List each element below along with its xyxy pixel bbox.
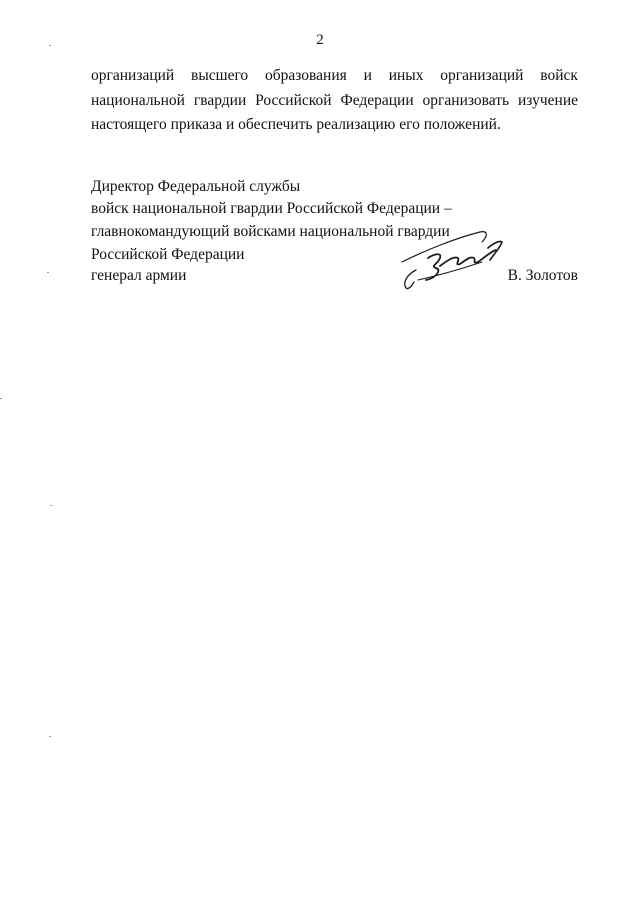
signatory-name: В. Золотов bbox=[507, 267, 578, 284]
scan-artifact bbox=[49, 736, 51, 737]
body-word: войск bbox=[540, 67, 578, 84]
signature-title-line-2: войск национальной гвардии Российской Федерации – bbox=[91, 200, 452, 217]
body-word: образования bbox=[265, 67, 347, 84]
body-word: и bbox=[363, 67, 372, 84]
signature-title-line-4: Российской Федерации bbox=[91, 246, 245, 263]
body-word: высшего bbox=[191, 67, 249, 84]
scan-artifact bbox=[50, 505, 52, 506]
body-word: организаций bbox=[91, 67, 175, 84]
scan-artifact bbox=[49, 45, 51, 46]
body-word: организаций bbox=[440, 67, 524, 84]
signature-title-line-1: Директор Федеральной службы bbox=[91, 178, 301, 195]
body-line-1 bbox=[91, 66, 578, 86]
scan-artifact bbox=[0, 398, 2, 399]
body-line-2: национальной гвардии Российской Федерации организовать изучение bbox=[91, 92, 578, 109]
handwritten-signature-icon bbox=[396, 222, 508, 294]
page-number: 2 bbox=[316, 32, 324, 48]
signature-rank: генерал армии bbox=[91, 267, 187, 284]
scan-artifact bbox=[47, 272, 49, 273]
body-word: иных bbox=[388, 67, 424, 84]
signature-title-line-3: главнокомандующий войсками национальной гвардии bbox=[91, 223, 450, 240]
body-line-3: настоящего приказа и обеспечить реализацию его положений. bbox=[91, 116, 501, 133]
